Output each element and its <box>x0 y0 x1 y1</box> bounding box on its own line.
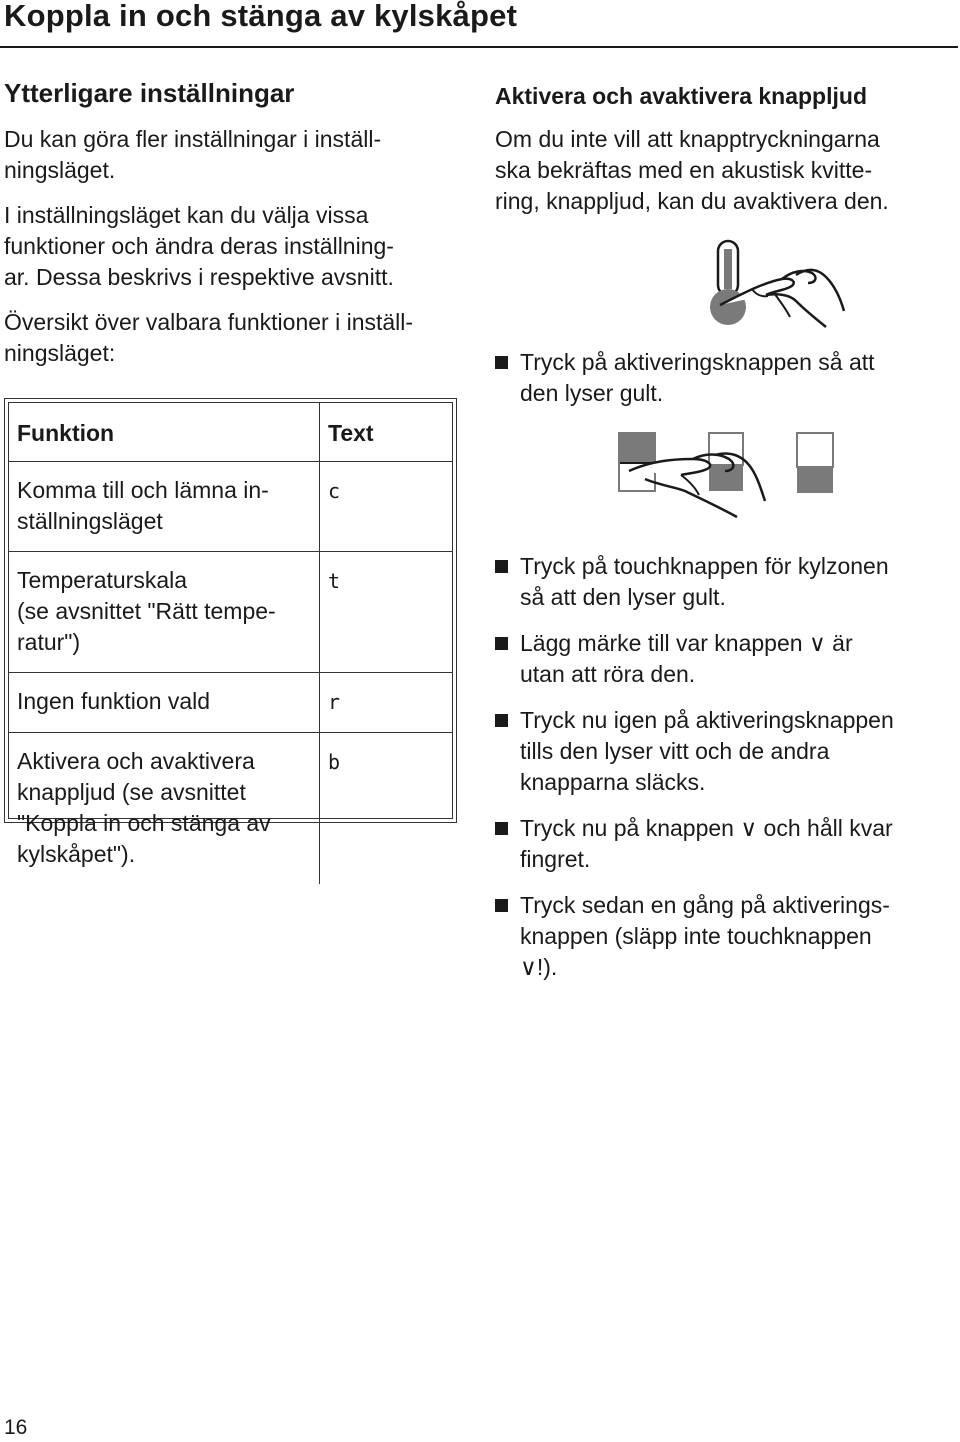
line: knappljud (se avsnittet <box>17 779 246 805</box>
list-item <box>495 551 955 613</box>
line: Om du inte vill att knapptryckningarna <box>495 126 880 152</box>
paragraph-intro <box>4 124 464 186</box>
section-heading-settings: Ytterligare inställningar <box>4 78 295 108</box>
line: tills den lyser vitt och de andra <box>520 738 830 764</box>
paragraph-description <box>4 200 464 293</box>
bullet-icon <box>495 356 508 369</box>
paragraph-key-sound-intro <box>495 124 955 217</box>
segment-display-text: b <box>328 750 341 774</box>
line: knapparna släcks. <box>520 769 706 795</box>
line: knappen (släpp inte touchknappen <box>520 923 872 949</box>
table-cell-text <box>320 733 453 885</box>
functions-table-grid <box>9 403 452 884</box>
line: ratur") <box>17 629 81 655</box>
line: Tryck nu på knappen ∨ och håll kvar <box>520 815 893 841</box>
line: Temperaturskala <box>17 567 188 593</box>
line: Du kan göra fler inställningar i inställ- <box>4 126 382 152</box>
line: ställningsläget <box>17 508 163 534</box>
bullet-icon <box>495 714 508 727</box>
line: utan att röra den. <box>520 661 696 687</box>
bullet-icon <box>495 899 508 912</box>
steps-list-activate <box>495 347 955 409</box>
line: (se avsnittet "Rätt tempe- <box>17 598 276 624</box>
right-column <box>495 80 955 998</box>
line: I inställningsläget kan du välja vissa <box>4 202 369 228</box>
list-item <box>495 813 955 875</box>
line: ∨!). <box>520 954 558 980</box>
thermometer-finger-icon <box>700 239 860 339</box>
table-cell-text <box>320 673 453 733</box>
column-header-text: Text <box>320 403 453 462</box>
table-row <box>9 462 452 552</box>
functions-table-inner <box>8 402 453 867</box>
bullet-icon <box>495 637 508 650</box>
paragraph-overview <box>4 307 464 369</box>
table-cell-function <box>9 462 320 552</box>
zone-buttons-finger-icon <box>615 431 865 531</box>
section-heading-key-sound: Aktivera och avaktivera knappljud <box>495 83 867 109</box>
line: ningsläget. <box>4 157 116 183</box>
line: Tryck på aktiveringsknappen så att <box>520 349 875 375</box>
line: den lyser gult. <box>520 380 664 406</box>
line: kylskåpet"). <box>17 841 136 867</box>
line: Komma till och lämna in- <box>17 477 269 503</box>
list-item <box>495 705 955 798</box>
line: Översikt över valbara funktioner i inställ- <box>4 309 414 335</box>
line: Tryck nu igen på aktiveringsknappen <box>520 707 894 733</box>
page-title: Koppla in och stänga av kylskåpet <box>4 0 518 33</box>
table-row <box>9 733 452 885</box>
table-cell-function <box>9 552 320 673</box>
line: funktioner och ändra deras inställning- <box>4 233 394 259</box>
line: fingret. <box>520 846 591 872</box>
line: Ingen funktion vald <box>17 688 211 714</box>
table-row <box>9 552 452 673</box>
line: ar. Dessa beskrivs i respektive avsnitt. <box>4 264 394 290</box>
list-item <box>495 890 955 983</box>
line: Tryck sedan en gång på aktiverings- <box>520 892 890 918</box>
table-header-row <box>9 403 452 462</box>
steps-list-deactivate <box>495 551 955 983</box>
line: ska bekräftas med en akustisk kvitte- <box>495 157 873 183</box>
list-item <box>495 628 955 690</box>
table-cell-text <box>320 552 453 673</box>
segment-display-text: c <box>328 479 341 503</box>
table-cell-function <box>9 733 320 885</box>
table-cell-text <box>320 462 453 552</box>
bullet-icon <box>495 560 508 573</box>
column-header-function: Funktion <box>9 403 320 462</box>
line: så att den lyser gult. <box>520 584 726 610</box>
title-rule <box>0 46 958 48</box>
page-number: 16 <box>4 1416 28 1439</box>
functions-table <box>4 398 457 867</box>
segment-display-text: t <box>328 569 341 593</box>
line: ring, knappljud, kan du avaktivera den. <box>495 188 889 214</box>
line: Tryck på touchknappen för kylzonen <box>520 553 889 579</box>
left-column <box>4 76 464 383</box>
list-item <box>495 347 955 409</box>
line: ningsläget: <box>4 340 116 366</box>
line: "Koppla in och stänga av <box>17 810 271 836</box>
line: Aktivera och avaktivera <box>17 748 255 774</box>
line: Lägg märke till var knappen ∨ är <box>520 630 853 656</box>
segment-display-text: r <box>328 690 341 714</box>
bullet-icon <box>495 822 508 835</box>
table-row <box>9 673 452 733</box>
table-cell-function <box>9 673 320 733</box>
